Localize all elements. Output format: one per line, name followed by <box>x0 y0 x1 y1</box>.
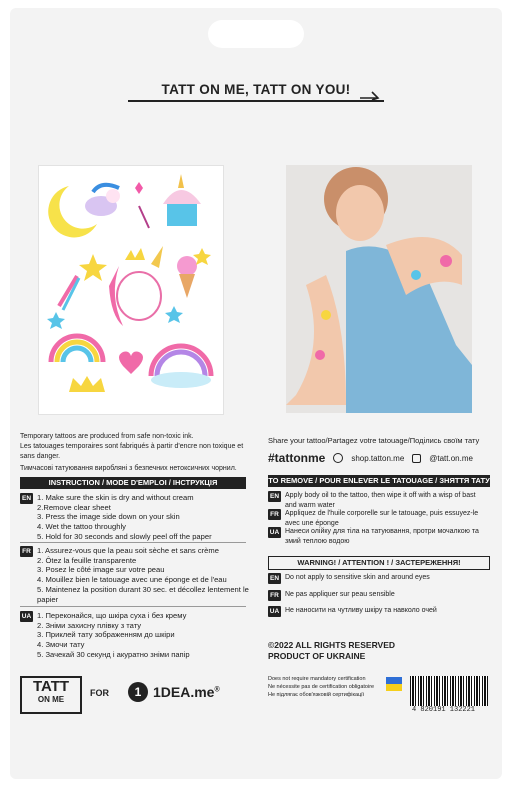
lang-badge-en: EN <box>269 575 280 582</box>
copyright: ©2022 ALL RIGHTS RESERVED <box>268 640 396 650</box>
lang-badge-fr: FR <box>20 546 33 557</box>
social-row <box>268 451 473 465</box>
cert-en: Does not require mandatory certification <box>268 676 366 682</box>
step: 5. Maintenez la position durant 30 sec. et décollez lentement le papier <box>37 584 249 604</box>
info-ua: Тимчасові татуювання виробляні з безпечних нетоксичних чорнил. <box>20 465 237 472</box>
product-origin: PRODUCT OF UKRAINE <box>268 651 366 661</box>
lang-badge-ua: UA <box>269 529 280 536</box>
step: 2.Remove clear sheet <box>37 502 111 512</box>
warning-fr-text: Ne pas appliquer sur peau sensible <box>285 591 395 598</box>
shop-link: shop.tatton.me <box>351 453 405 463</box>
tattoo-sheet <box>38 165 224 415</box>
cert-ua: Не підлягає обов'язковій сертифікації <box>268 692 365 698</box>
step: 3. Press the image side down on your skin <box>37 512 180 522</box>
hang-hole <box>208 20 304 48</box>
lang-badge-en: EN <box>21 495 32 502</box>
warning-ua <box>268 606 490 617</box>
warning-en-text: Do not apply to sensitive skin and around eyes <box>285 574 430 581</box>
remove-fr <box>268 509 490 529</box>
step: 2. Зніми захисну плівку з тату <box>37 620 142 630</box>
hashtag: #tattonme <box>268 451 326 465</box>
idea-brand-text: 1DEA.me <box>153 684 215 700</box>
warning-fr <box>268 590 490 601</box>
arrow-icon <box>360 86 382 100</box>
warning-header: WARNING! / ATTENTION ! / ЗАСТЕРЕЖЕННЯ! <box>268 556 490 570</box>
step: 5. Зачекай 30 секунд і акуратно зніми папір <box>37 649 190 659</box>
child-photo <box>286 165 472 413</box>
remove-en-text: Apply body oil to the tattoo, then wipe it off with a wisp of bast and warm water <box>285 492 476 509</box>
slogan: TATT ON ME, TATT ON YOU! <box>161 82 351 97</box>
lang-badge-ua: UA <box>269 608 280 615</box>
step: 3. Posez le côté image sur votre peau <box>37 565 165 575</box>
globe-icon <box>333 453 343 463</box>
step: 4. Змочи тату <box>37 640 85 650</box>
barcode <box>410 676 488 706</box>
lang-badge-fr: FR <box>268 590 281 601</box>
lang-badge-en: EN <box>269 493 280 500</box>
steps-en <box>37 493 212 542</box>
step: 5. Hold for 30 seconds and slowly peel off the paper <box>37 531 212 541</box>
step: 1. Make sure the skin is dry and without cream <box>37 493 194 502</box>
lang-badge-fr: FR <box>268 509 281 520</box>
certification-note <box>268 675 374 699</box>
share-text: Share your tattoo/Partagez votre tatouage/Поділись своїм тату <box>268 436 480 445</box>
for-text: FOR <box>90 688 109 698</box>
instagram-link: @tatt.on.me <box>429 453 473 463</box>
info-fr: Les tatouages temporaires sont fabriqués à partir d'encre non toxique et sans danger. <box>20 443 244 460</box>
tatt-on-me-logo <box>20 676 82 714</box>
logo-text-on-me: ON ME <box>37 695 65 704</box>
step: 3. Приклей тату зображенням до шкіри <box>37 630 175 640</box>
divider <box>20 542 246 543</box>
info-en: Temporary tattoos are produced from safe non-toxic ink. <box>20 433 194 440</box>
remove-ua-text: Нанеси олійку для тіла на татуювання, протри мочалкою та змий теплою водою <box>285 528 479 545</box>
step: 2. Ôtez la feuille transparente <box>37 555 137 565</box>
barcode-number: 4 820191 132221 <box>412 706 476 714</box>
steps-en-block <box>20 493 250 542</box>
unicorn-tattoos-illustration <box>39 166 223 414</box>
steps-fr-block <box>20 546 252 604</box>
steps-ua-block <box>20 611 250 660</box>
idea-brand <box>153 684 220 700</box>
remove-fr-text: Appliquez de l'huile corporelle sur le tatouage, puis essuyez-le avec une éponge <box>285 510 479 527</box>
slogan-underline <box>128 100 384 102</box>
idea-logo-icon: 1 <box>128 682 148 702</box>
step: 1. Assurez-vous que la peau soit sèche et sans crème <box>37 546 219 555</box>
registered-mark: ® <box>214 686 220 694</box>
steps-ua <box>37 611 190 660</box>
warning-en <box>268 573 490 584</box>
instagram-icon <box>412 454 421 463</box>
warning-ua-text: Не наносити на чутливу шкіру та навколо очей <box>285 607 437 614</box>
cert-fr: Ne nécessite pas de certification obligatoire <box>268 684 375 690</box>
step: 1. Переконайся, що шкіра суха і без крему <box>37 611 187 620</box>
step: 4. Mouillez bien le tatouage avec une éponge et de l'eau <box>37 575 227 585</box>
step: 4. Wet the tattoo throughly <box>37 522 126 532</box>
lang-badge-ua: UA <box>21 613 32 620</box>
divider <box>20 606 246 607</box>
remove-ua <box>268 527 490 547</box>
remove-header: TO REMOVE / POUR ENLEVER LE TATOUAGE / ЗНЯТТЯ ТАТУ <box>268 476 490 485</box>
remove-en <box>268 491 490 511</box>
instruction-header: INSTRUCTION / MODE D'EMPLOI / ІНСТРУКЦІЯ <box>20 477 246 489</box>
logo-text-tatt: TATT <box>32 678 70 695</box>
ukraine-flag-icon <box>386 677 402 691</box>
steps-fr <box>37 546 249 604</box>
